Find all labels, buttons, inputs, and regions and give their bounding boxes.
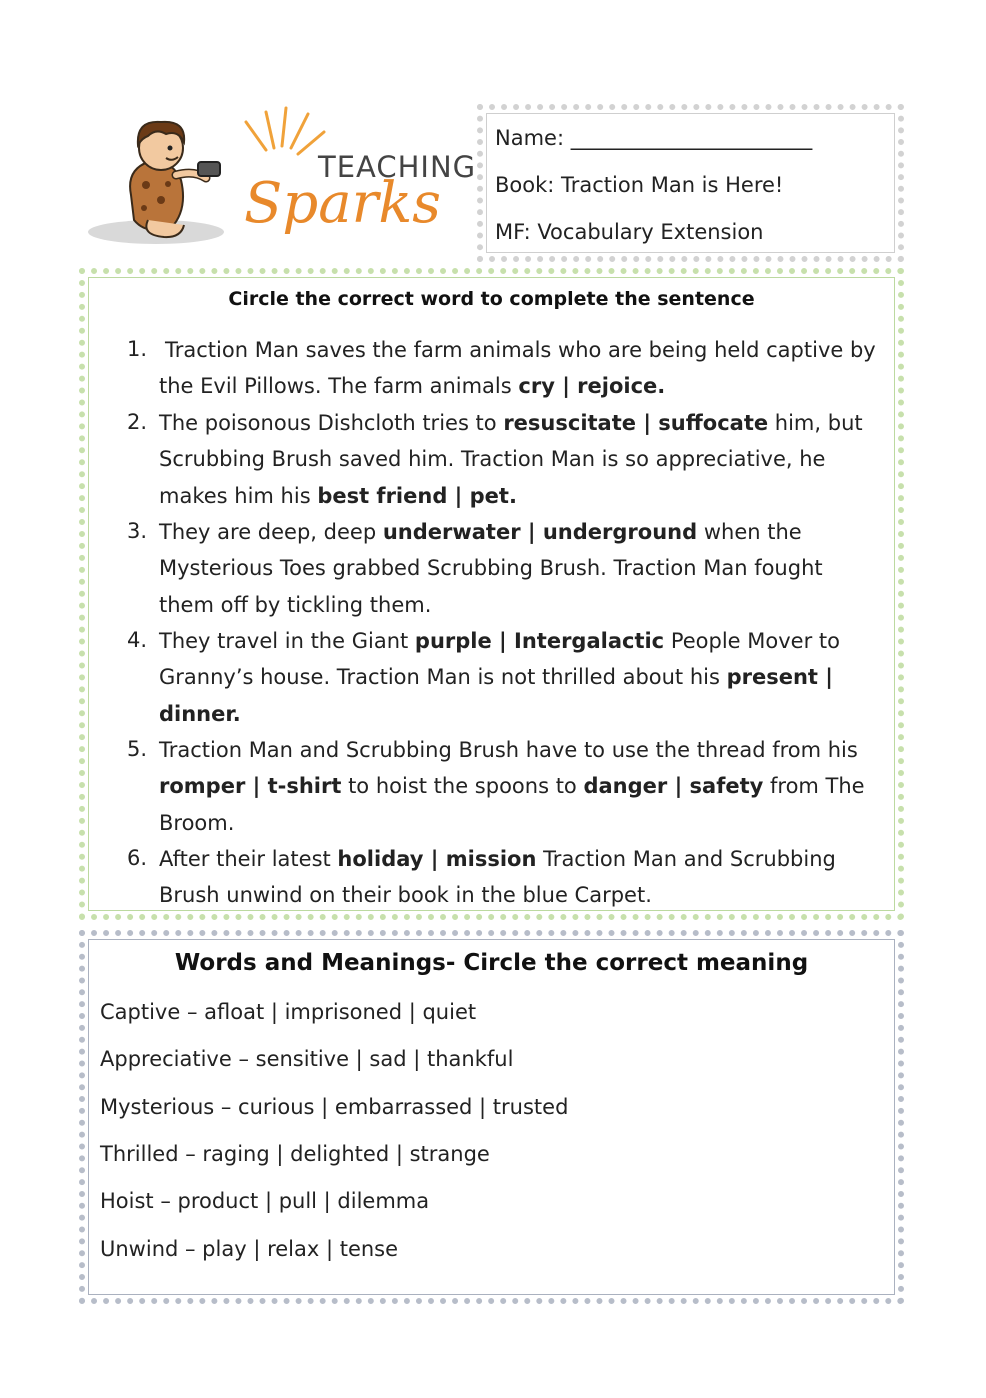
item-number: 5. (127, 737, 148, 761)
sentence-fragment: Granny’s house. Traction Man is not thrilled about his (159, 665, 727, 690)
sentence-line (159, 587, 823, 623)
name-field[interactable]: Name: _______________________ (495, 126, 813, 150)
word-line-unwind[interactable]: Unwind – play | relax | tense (100, 1237, 399, 1261)
sentence-fragment: makes him his (159, 483, 318, 508)
sentence-line (159, 514, 823, 550)
sentence-line (159, 405, 863, 441)
sentence-fragment: Brush unwind on their book in the blue Carpet. (159, 883, 652, 908)
sentence-line (159, 368, 876, 404)
word-line-appreciative[interactable]: Appreciative – sensitive | sad | thankful (100, 1047, 514, 1071)
sentence-line (159, 732, 865, 768)
answer-choice[interactable]: dinner. (159, 701, 241, 726)
sentence-line (159, 623, 840, 659)
item-number: 3. (127, 519, 148, 543)
sentence-exercise-title: Circle the correct word to complete the sentence (228, 288, 755, 310)
sentence-fragment: them off by tickling them. (159, 592, 432, 617)
item-number: 4. (127, 628, 148, 652)
sentence-line (159, 550, 823, 586)
sentence-fragment: Mysterious Toes grabbed Scrubbing Brush. Traction Man fought (159, 556, 823, 581)
answer-choice[interactable]: present | (726, 665, 833, 690)
sentence-line (159, 478, 863, 514)
sentence-line (159, 805, 865, 841)
sentence-line (159, 768, 865, 804)
sentence-fragment: Traction Man and Scrubbing (536, 847, 836, 871)
item-number: 1. (127, 337, 148, 361)
word-line-captive[interactable]: Captive – afloat | imprisoned | quiet (100, 1000, 477, 1024)
answer-choice[interactable]: underwater | underground (382, 520, 698, 544)
answer-choice[interactable]: cry | rejoice. (518, 374, 666, 399)
book-title: Book: Traction Man is Here! (495, 173, 784, 197)
answer-choice[interactable]: resuscitate | suffocate (503, 411, 769, 435)
sentence-item (159, 841, 836, 914)
word-line-mysterious[interactable]: Mysterious – curious | embarrassed | trusted (100, 1095, 569, 1119)
sentence-item (159, 732, 865, 841)
sentence-line (159, 441, 863, 477)
item-number: 2. (127, 410, 148, 434)
sentence-fragment: Scrubbing Brush saved him. Traction Man is so appreciative, he (159, 447, 826, 472)
sentence-line (165, 332, 876, 368)
sentence-line (159, 659, 840, 695)
sentence-fragment: People Mover to (664, 629, 840, 653)
sentence-item (159, 623, 840, 732)
logo-sparks-text: Sparks (244, 171, 442, 236)
sentence-line (159, 877, 836, 913)
sentence-fragment: The poisonous Dishcloth tries to (159, 411, 504, 435)
word-line-hoist[interactable]: Hoist – product | pull | dilemma (100, 1189, 430, 1213)
item-number: 6. (127, 846, 148, 870)
teaching-sparks-logo (86, 100, 477, 260)
answer-choice[interactable]: purple | Intergalactic (414, 629, 665, 653)
sentence-fragment: Broom. (159, 810, 235, 835)
student-info-box (477, 104, 904, 262)
sentence-fragment: They are deep, deep (159, 520, 383, 544)
sentence-fragment: After their latest (159, 847, 338, 871)
sentence-line (159, 841, 836, 877)
words-meanings-box (79, 930, 904, 1304)
sentence-item (159, 332, 876, 405)
sentence-fragment: from The (763, 774, 865, 799)
sentence-exercise-box (79, 268, 904, 920)
sentence-fragment: him, but (768, 411, 863, 435)
sentence-fragment: They travel in the Giant (159, 629, 415, 653)
sentence-fragment: the Evil Pillows. The farm animals (159, 374, 519, 399)
word-line-thrilled[interactable]: Thrilled – raging | delighted | strange (100, 1142, 490, 1166)
sentence-fragment: when the (697, 520, 802, 544)
answer-choice[interactable]: holiday | mission (337, 847, 537, 871)
sentence-fragment: Traction Man and Scrubbing Brush have to use the thread from his (159, 738, 858, 762)
words-meanings-title: Words and Meanings- Circle the correct meaning (174, 950, 809, 976)
sentence-fragment: Traction Man saves the farm animals who are being held captive by (165, 338, 876, 362)
sentence-item (159, 514, 823, 623)
logo-teaching-text: TEACHING (318, 150, 477, 184)
sentence-item (159, 405, 863, 514)
sentence-line (159, 696, 840, 732)
answer-choice[interactable]: romper | t-shirt (159, 774, 342, 799)
answer-choice[interactable]: danger | safety (583, 774, 764, 799)
answer-choice[interactable]: best friend | pet. (317, 483, 517, 508)
mf-label: MF: Vocabulary Extension (495, 220, 764, 244)
sentence-fragment: to hoist the spoons to (341, 774, 584, 799)
